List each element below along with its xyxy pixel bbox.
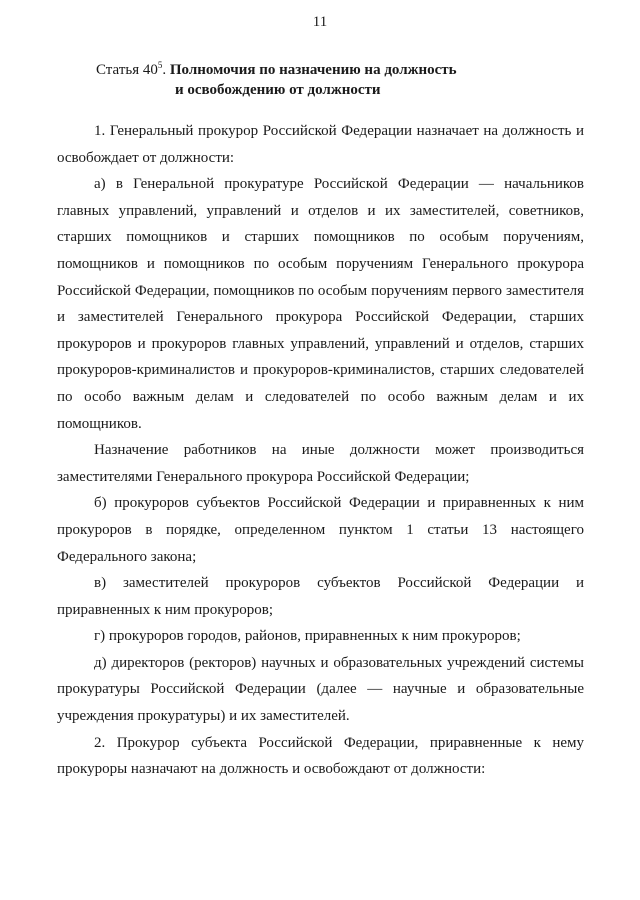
paragraph-1c: в) заместителей прокуроров субъектов Российской Федерации и приравненных к ним прокуроров; — [57, 575, 584, 618]
page-number: 11 — [312, 14, 328, 30]
paragraph-appointment-note: Назначение работников на иные должности может производиться заместителями Генерального прокурора Российской Федерации; — [57, 442, 584, 485]
paragraph-1: 1. Генеральный прокурор Российской Федерации назначает на должность и освобождает от должности: — [57, 123, 584, 166]
article-title-line-2: и освобождению от должности — [175, 82, 381, 98]
paragraph-1b: б) прокуроров субъектов Российской Федерации и приравненных к ним прокуроров в порядке, определенном пунктом 1 статьи 13 настоящего Федерального закона; — [57, 495, 584, 565]
paragraph-2: 2. Прокурор субъекта Российской Федерации, приравненные к нему прокуроры назначают на должность и освобождают от должности: — [57, 734, 584, 778]
paragraph-1a: а) в Генеральной прокуратуре Российской Федерации — начальников главных управлений, управлений и отделов и их заместителей, советников, старших помощников и старших помощников по особым поручениям, помощников и помощников по особым поручениям Генерального прокурора Российской Федерации, помощников по особым поручениям первого заместителя и заместителей Генерального прокурора Российской Федерации, старших прокуроров и прокуроров главных управлений, управлений и отделов, старших прокуроров-криминалистов и прокуроров-криминалистов, старших следователей по особо важным делам и следователей по особо важным делам и их помощников. — [57, 176, 584, 432]
article-superscript: 5 — [157, 60, 163, 70]
paragraph-1e: д) директоров (ректоров) научных и образовательных учреждений системы прокуратуры Российской Федерации (далее — научные и образовательные учреждения прокуратуры) и их заместителей. — [57, 654, 584, 725]
article-prefix: Статья 40 — [96, 62, 158, 78]
article-title-line-1: Полномочия по назначению на должность — [169, 62, 457, 78]
article-number: Статья $40^5$. — [96, 60, 167, 78]
article-heading — [96, 60, 596, 100]
article-body — [57, 118, 584, 783]
paragraph-1d: г) прокуроров городов, районов, приравненных к ним прокуроров; — [94, 628, 521, 645]
